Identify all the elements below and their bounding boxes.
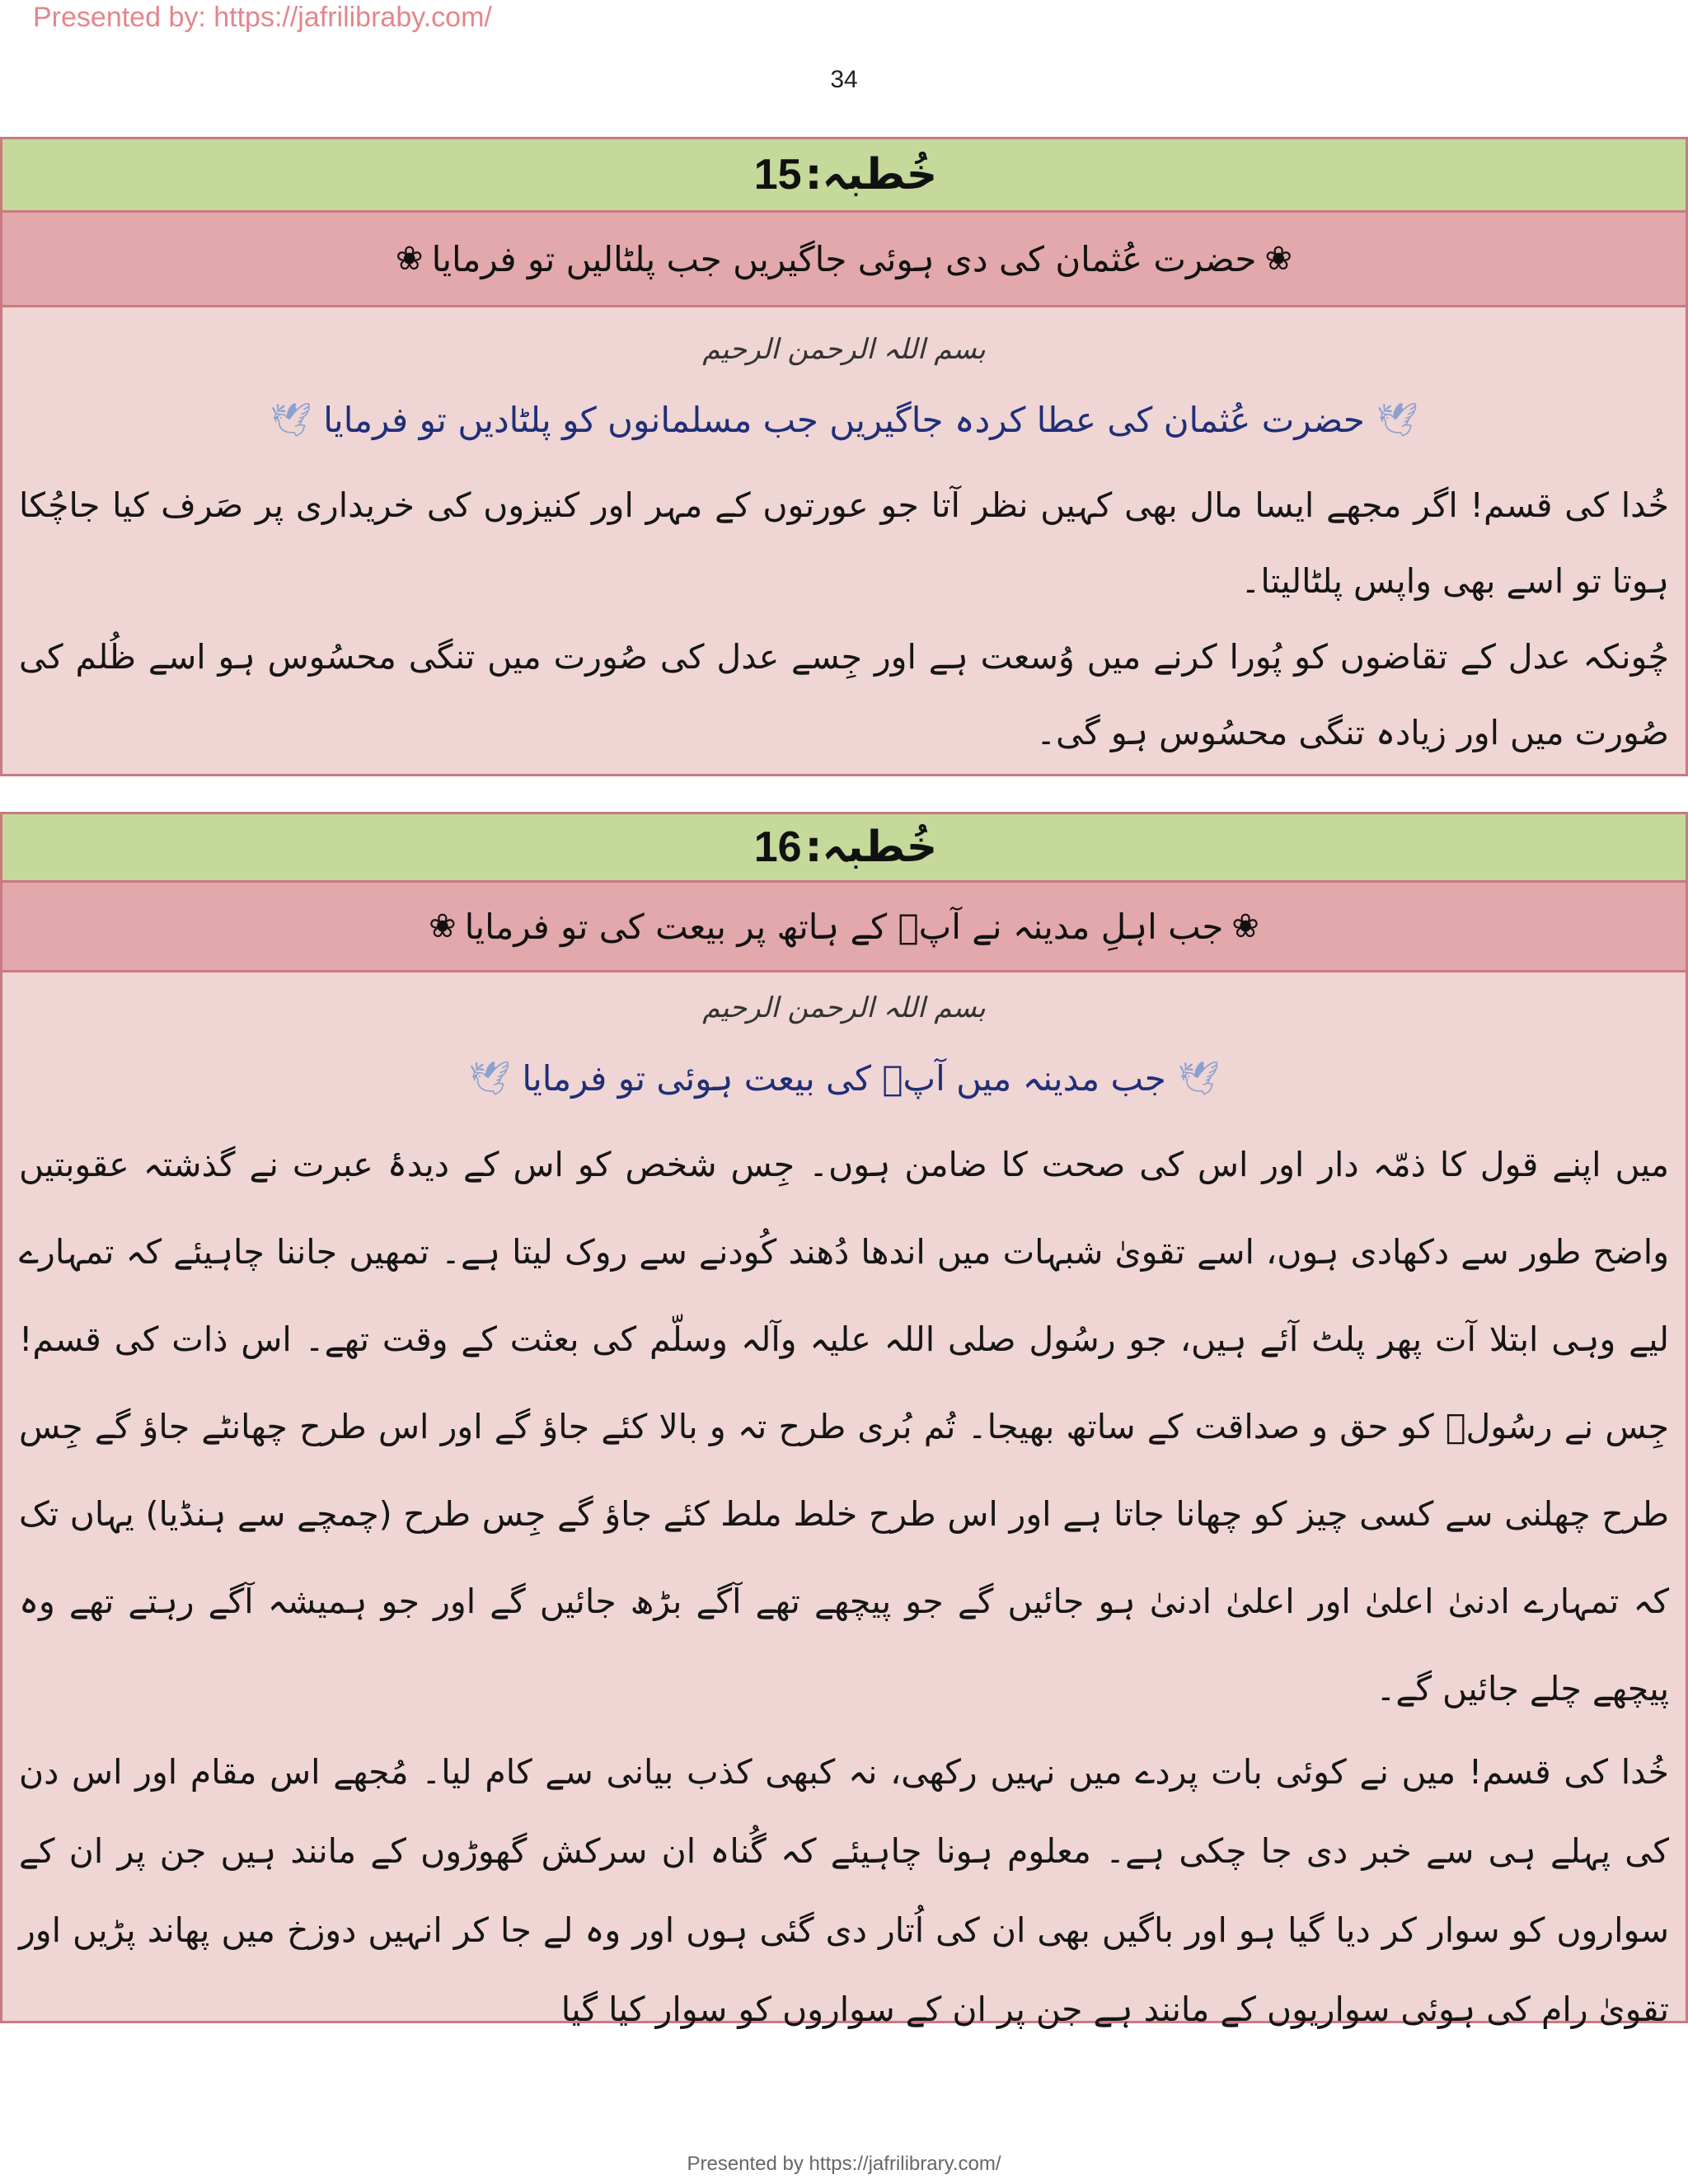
blue-title bbox=[2, 1053, 1686, 1103]
bismillah-calligraphy: بسم اللہ الرحمن الرحیم bbox=[702, 333, 986, 366]
flower-icon: ❀ bbox=[396, 240, 424, 278]
bismillah-calligraphy: بسم اللہ الرحمن الرحیم bbox=[702, 991, 986, 1024]
dove-icon: 🕊 bbox=[468, 1059, 511, 1098]
paragraph: خُدا کی قسم! اگر مجھے ایسا مال بھی کہیں نظر آتا جو عورتوں کے مہر اور کنیزوں کی خریداری پر صَرف کیا جاچُکا ہوتا تو اسے بھی واپس پلٹالیتا۔ bbox=[19, 485, 1669, 601]
page-number: 34 bbox=[830, 66, 858, 93]
paragraph: خُدا کی قسم! میں نے کوئی بات پردے میں نہیں رکھی، نہ کبھی کذب بیانی سے کام لیا۔ مُجھے اس مقام اور اس دن کی پہلے ہی سے خبر دی جا چکی ہے۔ معلوم ہونا چاہیئے کہ گُناہ ان سرکش گھوڑوں کے مانند ہیں جن پر ان کے سواروں کو سوار کر دیا گیا ہو اور باگیں بھی ان کی اُتار دی گئی ہوں اور وہ لے جا کر انہیں دوزخ میں پھاند پڑیں اور تقویٰ رام کی ہوئی سواریوں کے مانند ہے جن پر ان کے سواروں کو سوار کیا گیا bbox=[19, 1752, 1669, 2029]
sermon-label: خُطبہ bbox=[822, 823, 938, 872]
sermon-subtitle: حضرت عُثمان کی دی ہوئی جاگیریں جب پلٹالیں تو فرمایا bbox=[431, 238, 1257, 279]
dove-icon: 🕊 bbox=[1376, 401, 1418, 439]
blue-title-text: حضرت عُثمان کی عطا کردہ جاگیریں جب مسلمانوں کو پلٹادیں تو فرمایا bbox=[323, 399, 1365, 440]
flower-icon: ❀ bbox=[429, 907, 457, 945]
dove-icon: 🕊 bbox=[270, 401, 312, 439]
sermon-label: خُطبہ bbox=[822, 150, 938, 199]
blue-title bbox=[2, 395, 1686, 444]
sermon-number: 15 bbox=[753, 151, 802, 199]
footer-watermark[interactable]: Presented by https://jafrilibrary.com/ bbox=[687, 2153, 1001, 2175]
sermon-subtitle: جب اہلِ مدینہ نے آپؑ کے ہاتھ پر بیعت کی تو فرمایا bbox=[464, 906, 1224, 947]
sermon-number: 16 bbox=[753, 823, 802, 871]
sermon-subtitle-bar bbox=[2, 883, 1686, 972]
sermon-header: خُطبہ : 15 bbox=[2, 139, 1686, 213]
sermon-16-box bbox=[0, 812, 1688, 2029]
watermark-link[interactable]: Presented by: https://jafrilibraby.com/ bbox=[33, 2, 492, 33]
sermon-header: خُطبہ : 16 bbox=[2, 814, 1686, 883]
flower-icon: ❀ bbox=[1231, 907, 1259, 945]
sermon-15-box bbox=[0, 137, 1688, 776]
paragraph: میں اپنے قول کا ذمّہ دار اور اس کی صحت کا ضامن ہوں۔ جِس شخص کو اس کے دیدۂ عبرت نے گذشتہ عقوبتیں واضح طور سے دکھادی ہوں، اسے تقویٰ شبہات میں اندھا دُھند کُودنے سے روک لیتا ہے۔ تمھیں جاننا چاہیئے کہ تمہارے لیے وہی ابتلا آت پھر پلٹ آئے ہیں، جو رسُول صلی اللہ علیہ وآلہ وسلّم کی بعثت کے وقت تھے۔ اس ذات کی قسم! جِس نے رسُولؐ کو حق و صداقت کے ساتھ بھیجا۔ تُم بُری طرح تہ و بالا کئے جاؤ گے اور اس طرح چھانٹے جاؤ گے جِس طرح چھلنی سے کسی چیز کو چھانا جاتا ہے اور اس طرح خلط ملط کئے جاؤ گے جِس طرح (چمچے سے ہنڈیا) یہاں تک کہ تمہارے ادنیٰ اعلیٰ اور اعلیٰ ادنیٰ ہو جائیں گے جو پیچھے تھے آگے بڑھ جائیں گے اور جو ہمیشہ آگے رہتے تھے وہ پیچھے چلے جائیں گے۔ bbox=[19, 1145, 1669, 1708]
flower-icon: ❀ bbox=[1264, 240, 1292, 278]
paragraph: چُونکہ عدل کے تقاضوں کو پُورا کرنے میں وُسعت ہے اور جِسے عدل کی صُورت میں تنگی محسُوس ہو اسے ظُلم کی صُورت میں اور زیادہ تنگی محسُوس ہو گی۔ bbox=[19, 637, 1669, 752]
sermon-subtitle-bar bbox=[2, 213, 1686, 307]
blue-title-text: جب مدینہ میں آپؑ کی بیعت ہوئی تو فرمایا bbox=[522, 1057, 1166, 1099]
dove-icon: 🕊 bbox=[1177, 1059, 1220, 1098]
